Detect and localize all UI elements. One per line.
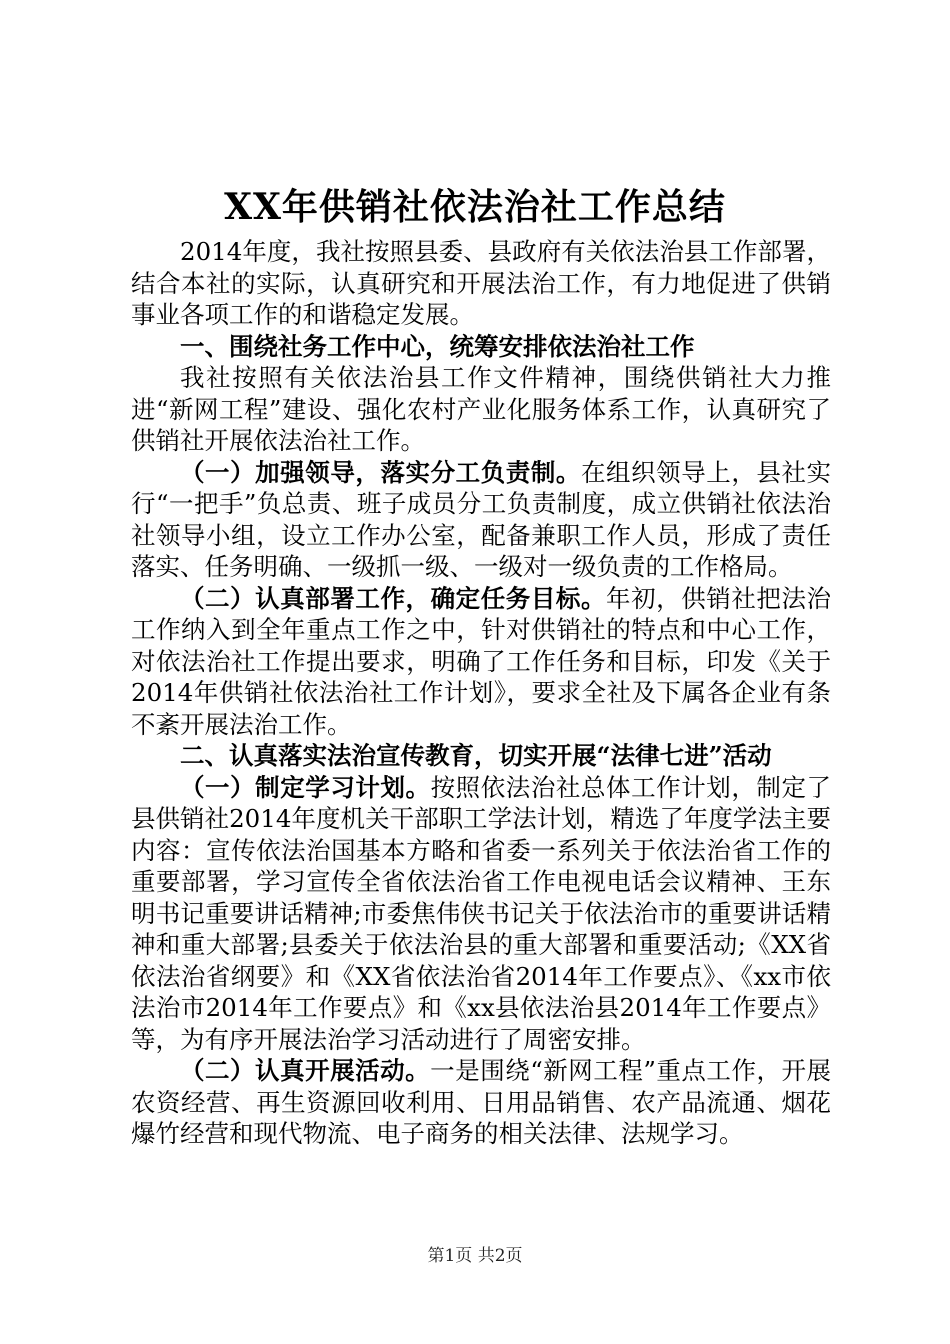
paragraph-text: 年初，供销社把法治工作纳入到全年重点工作之中，针对供销社的特点和中心工作，对依法治社工作提出要求，明确了工作任务和目标，印发《关于2014年供销社依法治社工作计划》，要求全社及下属各企业有条不紊开展法治工作。 bbox=[131, 583, 832, 739]
body-paragraph bbox=[131, 772, 831, 1056]
paragraph-lead: （一）加强领导，落实分工负责制。 bbox=[180, 457, 581, 487]
paragraph-text: 在组织领导上，县社实行“一把手”负总责、班子成员分工负责制度，成立供销社依法治社领导小组，设立工作办公室，配备兼职工作人员，形成了责任落实、任务明确、一级抓一级、一级对一级负责的工作格局。 bbox=[131, 457, 832, 581]
paragraph-text: 按照依法治社总体工作计划，制定了县供销社2014年度机关干部职工学法计划，精选了年度学法主要内容：宣传依法治国基本方略和省委一系列关于依法治省工作的重要部署，学习宣传全省依法治省工作电视电话会议精神、王东明书记重要讲话精神;市委焦伟侠书记关于依法治市的重要讲话精神和重大部署;县委关于依法治县的重大部署和重要活动;《XX省依法治省纲要》和《XX省依法治省2014年工作要点》、《xx市依法治市2014年工作要点》和《xx县依法治县2014年工作要点》等，为有序开展法治学习活动进行了周密安排。 bbox=[131, 772, 832, 1054]
paragraph-text: 2014年度，我社按照县委、县政府有关依法治县工作部署，结合本社的实际，认真研究和开展法治工作，有力地促进了供销事业各项工作的和谐稳定发展。 bbox=[131, 237, 831, 329]
body-paragraph bbox=[131, 1055, 831, 1150]
body-paragraph bbox=[131, 362, 831, 457]
intro-paragraph bbox=[131, 236, 831, 331]
document-body bbox=[131, 236, 831, 1150]
paragraph-text: 我社按照有关依法治县工作文件精神，围绕供销社大力推进“新网工程”建设、强化农村产业化服务体系工作，认真研究了供销社开展依法治社工作。 bbox=[131, 363, 831, 455]
paragraph-lead: （二）认真开展活动。 bbox=[180, 1056, 431, 1085]
page-footer: 第1页 共2页 bbox=[427, 1246, 523, 1266]
document-title: XX年供销社依法治社工作总结 bbox=[224, 186, 726, 228]
section-heading-text: 一、围绕社务工作中心，统筹安排依法治社工作 bbox=[180, 331, 695, 361]
paragraph-lead: （二）认真部署工作，确定任务目标。 bbox=[180, 583, 607, 613]
section-heading-2 bbox=[131, 740, 831, 772]
body-paragraph bbox=[131, 583, 831, 741]
section-heading-text: 二、认真落实法治宣传教育，切实开展“法律七进”活动 bbox=[180, 741, 772, 770]
section-heading-1 bbox=[131, 331, 831, 363]
paragraph-text: 一是围绕“新网工程”重点工作，开展农资经营、再生资源回收利用、日用品销售、农产品流通、烟花爆竹经营和现代物流、电子商务的相关法律、法规学习。 bbox=[131, 1056, 831, 1148]
paragraph-lead: （一）制定学习计划。 bbox=[180, 772, 431, 802]
body-paragraph bbox=[131, 457, 831, 583]
